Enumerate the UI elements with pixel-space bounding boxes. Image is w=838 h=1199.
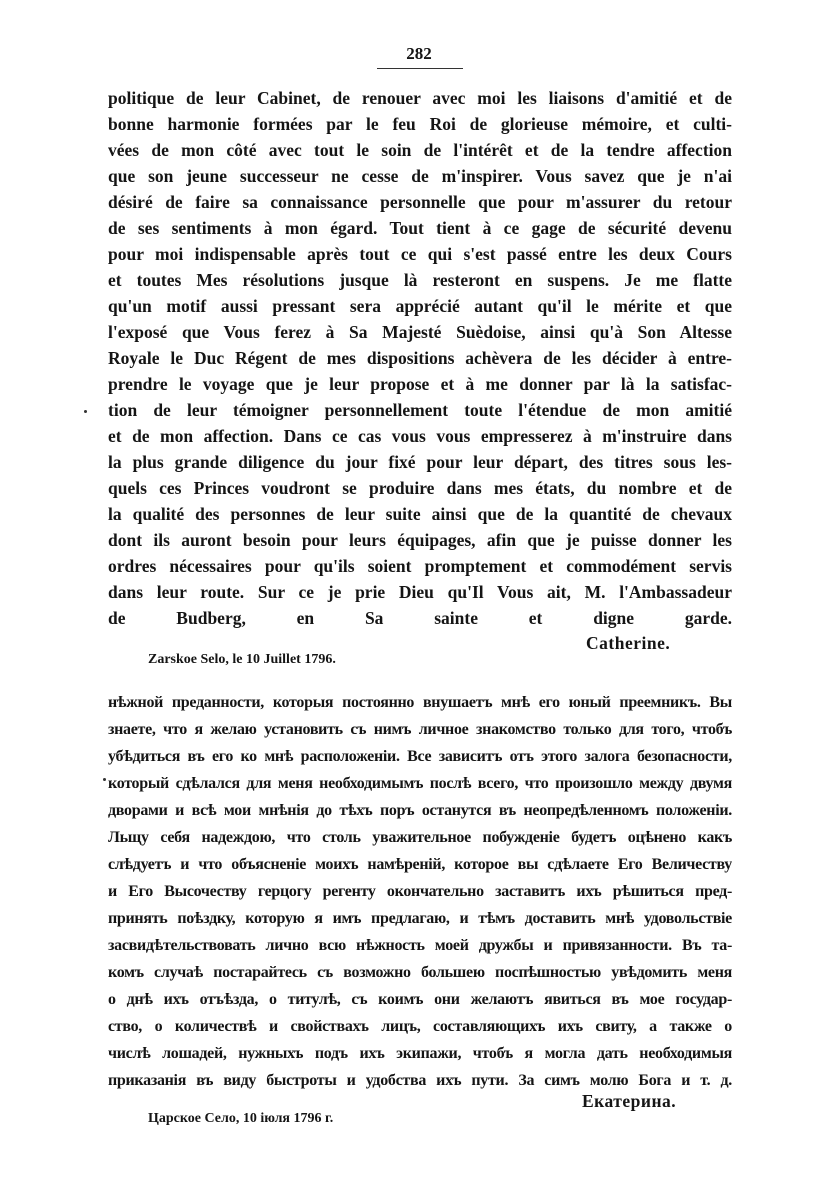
text-line: la plus grande diligence du jour fixé pour leur départ, des titres sous les- — [108, 452, 732, 472]
text-line: vées de mon côté avec tout le soin de l'intérêt et de la tendre affection — [108, 140, 732, 160]
text-line: de ses sentiments à mon égard. Tout tient à ce gage de sécurité devenu — [108, 218, 732, 238]
text-line: числѣ лошадей, нужныхъ подъ ихъ экипажи, чтобъ я могла дать необходимыя — [108, 1045, 732, 1062]
text-line: et de mon affection. Dans ce cas vous vous empresserez à m'instruire dans — [108, 426, 732, 446]
text-line: quels ces Princes voudront se produire dans mes états, du nombre et de — [108, 478, 732, 498]
russian-text — [108, 690, 732, 1095]
russian-date: Царское Село, 10 іюля 1796 г. — [148, 1111, 334, 1126]
text-line: комъ случаѣ постарайтесь съ возможно большею поспѣшностью увѣдомить меня — [108, 964, 732, 981]
text-line: который сдѣлался для меня необходимымъ послѣ всего, что произошло между двумя — [108, 775, 732, 792]
text-line: принять поѣздку, которую я имъ предлагаю, и тѣмъ доставить мнѣ удовольствіе — [108, 910, 732, 927]
text-line: и Его Высочеству герцогу регенту окончательно заставитъ ихъ рѣшиться пред- — [108, 883, 732, 900]
text-line: désiré de faire sa connaissance personnelle que pour m'assurer du retour — [108, 192, 732, 212]
page-number: 282 — [406, 44, 432, 63]
text-line: et toutes Mes résolutions jusque là resteront en suspens. Je me flatte — [108, 270, 732, 290]
text-line: знаете, что я желаю установить съ нимъ личное знакомство только для того, чтобъ — [108, 721, 732, 738]
text-line: о днѣ ихъ отъѣзда, о титулѣ, съ коимъ они желаютъ явиться въ мое государ- — [108, 991, 732, 1008]
text-line: politique de leur Cabinet, de renouer avec moi les liaisons d'amitié et de — [108, 88, 732, 108]
french-text — [108, 85, 732, 631]
text-line: prendre le voyage que je leur propose et à me donner par là la satisfac- — [108, 374, 732, 394]
text-line: приказанія въ виду быстроты и удобства ихъ пути. За симъ молю Бога и т. д. — [108, 1072, 732, 1089]
french-date: Zarskoe Selo, le 10 Juillet 1796. — [148, 652, 336, 667]
text-line: de Budberg, en Sa sainte et digne garde. — [108, 608, 732, 628]
text-line: la qualité des personnes de leur suite ainsi que de la quantité de chevaux — [108, 504, 732, 524]
scan-speck — [103, 778, 106, 781]
text-line: dans leur route. Sur ce je prie Dieu qu'Il Vous ait, M. l'Ambassadeur — [108, 582, 732, 602]
text-line: l'exposé que Vous ferez à Sa Majesté Suèdoise, ainsi qu'à Son Altesse — [108, 322, 732, 342]
russian-signature: Екатерина. — [582, 1091, 677, 1111]
text-line: que son jeune successeur ne cesse de m'inspirer. Vous savez que je n'ai — [108, 166, 732, 186]
page-number-rule — [377, 68, 463, 69]
text-line: нѣжной преданности, которыя постоянно внушаетъ мнѣ его юный преемникъ. Вы — [108, 694, 732, 711]
text-line: дворами и всѣ мои мнѣнія до тѣхъ поръ останутся въ неопредѣленномъ положеніи. — [108, 802, 732, 819]
french-signature: Catherine. — [586, 633, 671, 653]
text-line: bonne harmonie formées par le feu Roi de glorieuse mémoire, et culti- — [108, 114, 732, 134]
text-line: ordres nécessaires pour qu'ils soient promptement et commodément servis — [108, 556, 732, 576]
text-line: слѣдуетъ и что объясненіе моихъ намѣреній, которое вы сдѣлаете Его Величеству — [108, 856, 732, 873]
text-line: Royale le Duc Régent de mes dispositions achèvera de les décider à entre- — [108, 348, 732, 368]
text-line: Льщу себя надеждою, что столь уважительное побужденіе будетъ оцѣнено какъ — [108, 829, 732, 846]
text-line: убѣдиться въ его ко мнѣ расположеніи. Все зависитъ отъ этого залога безопасности, — [108, 748, 732, 765]
text-line: засвидѣтельствовать лично всю нѣжность моей дружбы и привязанности. Въ та- — [108, 937, 732, 954]
scan-speck — [84, 410, 87, 413]
text-line: dont ils auront besoin pour leurs équipages, afin que je puisse donner les — [108, 530, 732, 550]
text-line: qu'un motif aussi pressant sera apprécié autant qu'il le mérite et que — [108, 296, 732, 316]
text-line: pour moi indispensable après tout ce qui s'est passé entre les deux Cours — [108, 244, 732, 264]
text-line: ство, о количествѣ и свойствахъ лицъ, составляющихъ ихъ свиту, а также о — [108, 1018, 732, 1035]
text-line: tion de leur témoigner personnellement toute l'étendue de mon amitié — [108, 400, 732, 420]
